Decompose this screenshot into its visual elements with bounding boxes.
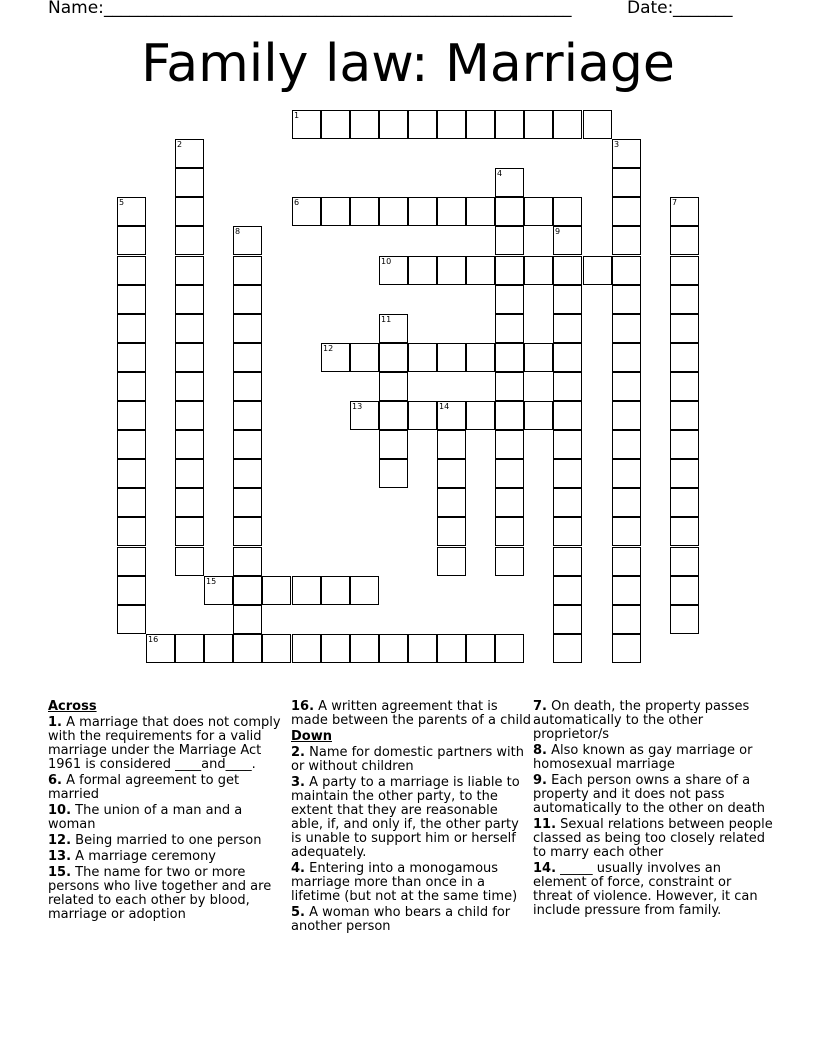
grid-cell[interactable] (175, 314, 204, 343)
grid-cell[interactable] (321, 576, 350, 605)
grid-cell[interactable] (350, 401, 379, 430)
grid-cell[interactable] (612, 430, 641, 459)
grid-cell[interactable] (495, 285, 524, 314)
clue-text: _____ usually involves an element of force, constraint or threat of violence. However, it can include pressure from family. (533, 861, 758, 918)
grid-cell[interactable] (117, 401, 146, 430)
grid-cell[interactable] (117, 488, 146, 517)
grid-cell[interactable] (233, 256, 262, 285)
grid-cell[interactable] (612, 197, 641, 226)
grid-cell[interactable] (146, 634, 175, 663)
grid-cell[interactable] (350, 343, 379, 372)
grid-cell[interactable] (437, 488, 466, 517)
grid-cell[interactable] (670, 372, 699, 401)
cell-number: 16 (148, 635, 159, 644)
clue (533, 862, 773, 918)
grid-cell[interactable] (175, 547, 204, 576)
grid-cell[interactable] (233, 314, 262, 343)
grid-cell[interactable] (233, 226, 262, 255)
grid-cell[interactable] (437, 110, 466, 139)
grid-cell[interactable] (350, 197, 379, 226)
grid-cell[interactable] (524, 343, 553, 372)
grid-cell[interactable] (292, 110, 321, 139)
grid-cell[interactable] (553, 401, 582, 430)
grid-cell[interactable] (437, 547, 466, 576)
clue-number: 14. (533, 861, 557, 876)
clue (48, 774, 288, 802)
clue-text: A woman who bears a child for another person (291, 905, 511, 934)
grid-cell[interactable] (437, 634, 466, 663)
date-line[interactable]: _______ (673, 0, 733, 18)
cell-number: 3 (614, 140, 620, 149)
grid-cell[interactable] (495, 226, 524, 255)
grid-cell[interactable] (233, 401, 262, 430)
grid-cell[interactable] (553, 226, 582, 255)
clue-number: 15. (48, 865, 72, 880)
grid-cell[interactable] (379, 197, 408, 226)
clue-heading: Across (48, 699, 97, 714)
clue-column-3 (533, 700, 773, 920)
clue (48, 850, 288, 864)
clue (48, 834, 288, 848)
grid-cell[interactable] (495, 197, 524, 226)
grid-cell[interactable] (117, 372, 146, 401)
grid-cell[interactable] (379, 372, 408, 401)
cell-number: 8 (235, 227, 241, 236)
grid-cell[interactable] (233, 547, 262, 576)
grid-cell[interactable] (495, 488, 524, 517)
grid-cell[interactable] (612, 517, 641, 546)
grid-cell[interactable] (495, 459, 524, 488)
grid-cell[interactable] (233, 343, 262, 372)
grid-cell[interactable] (670, 256, 699, 285)
grid-cell[interactable] (117, 285, 146, 314)
grid-cell[interactable] (553, 197, 582, 226)
grid-cell[interactable] (466, 197, 495, 226)
grid-cell[interactable] (233, 488, 262, 517)
grid-cell[interactable] (524, 197, 553, 226)
grid-cell[interactable] (553, 285, 582, 314)
grid-cell[interactable] (117, 197, 146, 226)
grid-cell[interactable] (670, 459, 699, 488)
grid-cell[interactable] (117, 547, 146, 576)
grid-cell[interactable] (553, 576, 582, 605)
grid-cell[interactable] (117, 517, 146, 546)
clue-text: Also known as gay marriage or homosexual marriage (533, 743, 753, 772)
grid-cell[interactable] (292, 634, 321, 663)
grid-cell[interactable] (670, 488, 699, 517)
grid-cell[interactable] (524, 256, 553, 285)
grid-cell[interactable] (233, 634, 262, 663)
grid-cell[interactable] (233, 605, 262, 634)
clue (48, 804, 288, 832)
grid-cell[interactable] (437, 256, 466, 285)
grid-cell[interactable] (670, 401, 699, 430)
grid-cell[interactable] (321, 634, 350, 663)
clue (533, 744, 773, 772)
grid-cell[interactable] (175, 634, 204, 663)
grid-cell[interactable] (612, 226, 641, 255)
grid-cell[interactable] (612, 372, 641, 401)
clue-heading: Down (291, 729, 332, 744)
grid-cell[interactable] (670, 517, 699, 546)
clue (48, 866, 288, 922)
cell-number: 7 (672, 198, 678, 207)
grid-cell[interactable] (321, 110, 350, 139)
grid-cell[interactable] (350, 576, 379, 605)
grid-cell[interactable] (117, 605, 146, 634)
grid-cell[interactable] (379, 343, 408, 372)
grid-cell[interactable] (117, 430, 146, 459)
grid-cell[interactable] (670, 314, 699, 343)
grid-cell[interactable] (553, 605, 582, 634)
clue (291, 746, 531, 774)
grid-cell[interactable] (670, 226, 699, 255)
grid-cell[interactable] (437, 430, 466, 459)
grid-cell[interactable] (612, 634, 641, 663)
grid-cell[interactable] (175, 459, 204, 488)
grid-cell[interactable] (437, 517, 466, 546)
grid-cell[interactable] (204, 634, 233, 663)
grid-cell[interactable] (437, 197, 466, 226)
grid-cell[interactable] (553, 459, 582, 488)
clue-number: 4. (291, 861, 305, 876)
grid-cell[interactable] (233, 372, 262, 401)
grid-cell[interactable] (466, 401, 495, 430)
grid-cell[interactable] (670, 285, 699, 314)
grid-cell[interactable] (175, 197, 204, 226)
grid-cell[interactable] (553, 314, 582, 343)
grid-cell[interactable] (670, 576, 699, 605)
grid-cell[interactable] (175, 226, 204, 255)
grid-cell[interactable] (437, 343, 466, 372)
grid-cell[interactable] (612, 285, 641, 314)
clue (48, 716, 288, 772)
grid-cell[interactable] (321, 197, 350, 226)
clue-number: 7. (533, 699, 547, 714)
cell-number: 2 (177, 140, 183, 149)
grid-cell[interactable] (583, 256, 612, 285)
cell-number: 10 (381, 257, 392, 266)
grid-cell[interactable] (350, 634, 379, 663)
grid-cell[interactable] (233, 517, 262, 546)
grid-cell[interactable] (408, 256, 437, 285)
grid-cell[interactable] (408, 343, 437, 372)
grid-cell[interactable] (175, 139, 204, 168)
grid-cell[interactable] (466, 110, 495, 139)
cell-number: 9 (555, 227, 561, 236)
clue-number: 5. (291, 905, 305, 920)
grid-cell[interactable] (612, 488, 641, 517)
grid-cell[interactable] (379, 401, 408, 430)
date-label: Date: (627, 0, 674, 18)
grid-cell[interactable] (321, 343, 350, 372)
clue (533, 774, 773, 816)
grid-cell[interactable] (117, 576, 146, 605)
clue-text: Sexual relations between people classed as being too closely related to marry each other (533, 817, 773, 860)
grid-cell[interactable] (612, 168, 641, 197)
grid-cell[interactable] (175, 343, 204, 372)
grid-cell[interactable] (233, 285, 262, 314)
grid-cell[interactable] (670, 197, 699, 226)
grid-cell[interactable] (553, 547, 582, 576)
grid-cell[interactable] (466, 343, 495, 372)
cell-number: 11 (381, 315, 392, 324)
grid-cell[interactable] (379, 634, 408, 663)
grid-cell[interactable] (408, 197, 437, 226)
grid-cell[interactable] (379, 256, 408, 285)
clue-number: 11. (533, 817, 557, 832)
clue-text: A party to a marriage is liable to maintain the other party, to the extent that they are reasonable able, if, and only if, the other party is unable to support him or herself adequately. (291, 775, 520, 860)
clue-text: On death, the property passes automatically to the other proprietor/s (533, 699, 750, 742)
grid-cell[interactable] (175, 430, 204, 459)
cell-number: 5 (119, 198, 125, 207)
grid-cell[interactable] (379, 430, 408, 459)
cell-number: 14 (439, 402, 450, 411)
clue-text: A formal agreement to get married (48, 773, 240, 802)
grid-cell[interactable] (292, 576, 321, 605)
name-label: Name: (48, 0, 104, 18)
grid-cell[interactable] (175, 372, 204, 401)
clue-text: Being married to one person (75, 833, 262, 848)
grid-cell[interactable] (495, 314, 524, 343)
clue-number: 12. (48, 833, 72, 848)
clue-text: Each person owns a share of a property and it does not pass automatically to the other on death (533, 773, 766, 816)
cell-number: 4 (497, 169, 503, 178)
grid-cell[interactable] (495, 517, 524, 546)
clue (533, 818, 773, 860)
clue-number: 10. (48, 803, 72, 818)
clue-number: 3. (291, 775, 305, 790)
clue-text: A written agreement that is made between the parents of a child (291, 699, 531, 728)
grid-cell[interactable] (612, 459, 641, 488)
grid-cell[interactable] (670, 430, 699, 459)
grid-cell[interactable] (612, 576, 641, 605)
grid-cell[interactable] (175, 256, 204, 285)
grid-cell[interactable] (350, 110, 379, 139)
cell-number: 13 (352, 402, 363, 411)
grid-cell[interactable] (233, 459, 262, 488)
cell-number: 12 (323, 344, 334, 353)
grid-cell[interactable] (437, 401, 466, 430)
grid-cell[interactable] (583, 110, 612, 139)
clue-column-1 (48, 700, 288, 924)
grid-cell[interactable] (612, 139, 641, 168)
grid-cell[interactable] (495, 110, 524, 139)
grid-cell[interactable] (466, 256, 495, 285)
grid-cell[interactable] (612, 547, 641, 576)
grid-cell[interactable] (612, 314, 641, 343)
grid-cell[interactable] (553, 430, 582, 459)
grid-cell[interactable] (612, 401, 641, 430)
grid-cell[interactable] (175, 285, 204, 314)
grid-cell[interactable] (379, 314, 408, 343)
clue (291, 776, 531, 860)
grid-cell[interactable] (612, 343, 641, 372)
grid-cell[interactable] (292, 197, 321, 226)
grid-cell[interactable] (495, 401, 524, 430)
grid-cell[interactable] (553, 343, 582, 372)
clue (291, 906, 531, 934)
cell-number: 15 (206, 577, 217, 586)
clue-text: The union of a man and a woman (48, 803, 243, 832)
grid-cell[interactable] (553, 634, 582, 663)
grid-cell[interactable] (495, 430, 524, 459)
grid-cell[interactable] (117, 314, 146, 343)
grid-cell[interactable] (495, 372, 524, 401)
grid-cell[interactable] (524, 110, 553, 139)
grid-cell[interactable] (117, 459, 146, 488)
cell-number: 1 (294, 111, 300, 120)
grid-cell[interactable] (379, 110, 408, 139)
grid-cell[interactable] (612, 605, 641, 634)
grid-cell[interactable] (175, 168, 204, 197)
grid-cell[interactable] (233, 430, 262, 459)
grid-cell[interactable] (233, 576, 262, 605)
clue-text: Name for domestic partners with or without children (291, 745, 524, 774)
grid-cell[interactable] (262, 576, 291, 605)
grid-cell[interactable] (175, 401, 204, 430)
name-line[interactable]: _______________________________________________________ (104, 0, 572, 18)
grid-cell[interactable] (204, 576, 233, 605)
grid-cell[interactable] (408, 401, 437, 430)
clue-text: A marriage ceremony (75, 849, 217, 864)
clue-number: 6. (48, 773, 62, 788)
clue-number: 2. (291, 745, 305, 760)
grid-cell[interactable] (379, 459, 408, 488)
grid-cell[interactable] (495, 256, 524, 285)
grid-cell[interactable] (670, 605, 699, 634)
grid-cell[interactable] (408, 634, 437, 663)
grid-cell[interactable] (495, 168, 524, 197)
grid-cell[interactable] (524, 401, 553, 430)
grid-cell[interactable] (117, 343, 146, 372)
grid-cell[interactable] (408, 110, 437, 139)
grid-cell[interactable] (495, 547, 524, 576)
clue-text: The name for two or more persons who live together and are related to each other by blood, marriage or adoption (48, 865, 272, 922)
clue (533, 700, 773, 742)
grid-cell[interactable] (495, 343, 524, 372)
clue-number: 13. (48, 849, 72, 864)
clue (291, 700, 531, 728)
grid-cell[interactable] (117, 256, 146, 285)
clue-number: 16. (291, 699, 315, 714)
grid-cell[interactable] (670, 343, 699, 372)
clue-number: 1. (48, 715, 62, 730)
grid-cell[interactable] (553, 372, 582, 401)
grid-cell[interactable] (262, 634, 291, 663)
grid-cell[interactable] (553, 517, 582, 546)
grid-cell[interactable] (612, 256, 641, 285)
cell-number: 6 (294, 198, 300, 207)
grid-cell[interactable] (175, 488, 204, 517)
page-title: Family law: Marriage (141, 34, 675, 94)
grid-cell[interactable] (670, 547, 699, 576)
clue-text: Entering into a monogamous marriage more than once in a lifetime (but not at the same time) (291, 861, 518, 904)
clue (291, 862, 531, 904)
grid-cell[interactable] (553, 110, 582, 139)
grid-cell[interactable] (553, 256, 582, 285)
grid-cell[interactable] (495, 634, 524, 663)
clue-column-2 (291, 700, 531, 936)
grid-cell[interactable] (175, 517, 204, 546)
grid-cell[interactable] (437, 459, 466, 488)
grid-cell[interactable] (117, 226, 146, 255)
clue-text: A marriage that does not comply with the requirements for a valid marriage under the Marriage Act 1961 is considered ____and____. (48, 715, 281, 772)
clue-number: 8. (533, 743, 547, 758)
grid-cell[interactable] (466, 634, 495, 663)
clue-number: 9. (533, 773, 547, 788)
grid-cell[interactable] (553, 488, 582, 517)
